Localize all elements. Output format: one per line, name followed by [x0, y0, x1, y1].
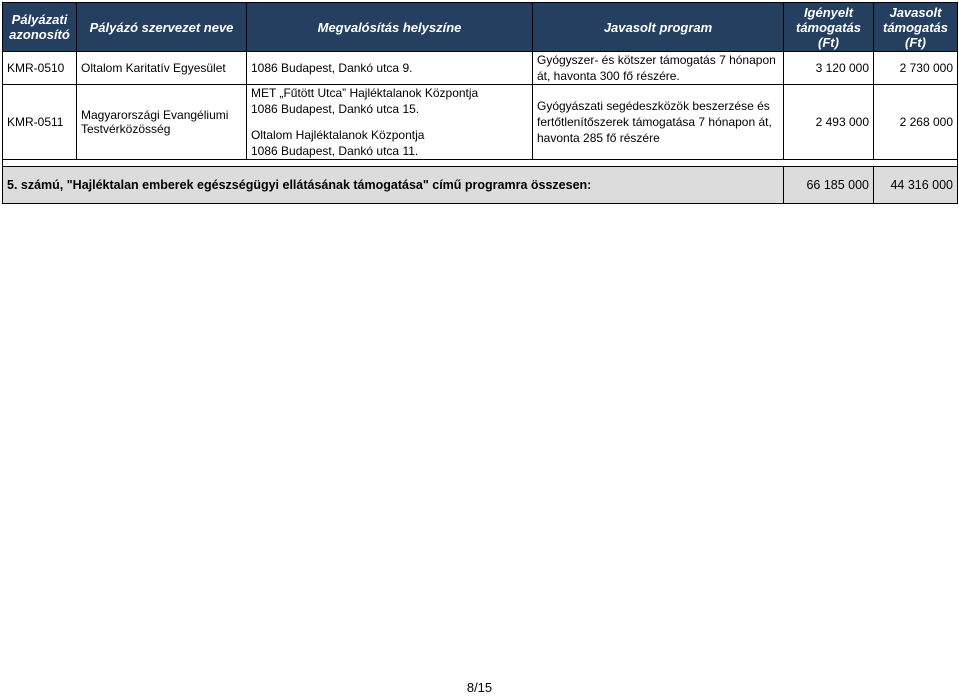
header-proposed: Javasolt támogatás (Ft)	[874, 3, 958, 52]
row-requested: 3 120 000	[784, 52, 874, 85]
grant-table	[2, 2, 958, 204]
header-requested: Igényelt támogatás (Ft)	[784, 3, 874, 52]
row-requested: 2 493 000	[784, 85, 874, 160]
table-row	[3, 52, 958, 85]
page-number: 8/15	[466, 680, 493, 695]
row-proposed: 2 268 000	[874, 85, 958, 160]
row-id: KMR-0510	[3, 52, 77, 85]
location-line: 1086 Budapest, Dankó utca 15.	[251, 102, 420, 116]
table-row	[3, 85, 958, 160]
location-gap	[251, 117, 528, 127]
total-row	[3, 167, 958, 204]
row-location	[247, 85, 533, 160]
row-program: Gyógyszer- és kötszer támogatás 7 hónapon át, havonta 300 fő részére.	[533, 52, 784, 85]
table-header-row	[3, 3, 958, 52]
header-location: Megvalósítás helyszíne	[247, 3, 533, 52]
spacer-row	[3, 160, 958, 167]
location-line: 1086 Budapest, Dankó utca 11.	[251, 144, 419, 158]
total-requested: 66 185 000	[784, 167, 874, 204]
header-org: Pályázó szervezet neve	[77, 3, 247, 52]
row-org: Oltalom Karitatív Egyesület	[77, 52, 247, 85]
row-location: 1086 Budapest, Dankó utca 9.	[247, 52, 533, 85]
header-program: Javasolt program	[533, 3, 784, 52]
row-id: KMR-0511	[3, 85, 77, 160]
total-label: 5. számú, "Hajléktalan emberek egészségügyi ellátásának támogatása" című programra összesen:	[3, 167, 784, 204]
location-line: MET „Fűtött Utca” Hajléktalanok Központja	[251, 86, 479, 100]
row-org: Magyarországi Evangéliumi Testvérközösség	[77, 85, 247, 160]
spacer-cell	[3, 160, 958, 167]
location-line: Oltalom Hajléktalanok Központja	[251, 128, 425, 142]
header-id: Pályázati azonosító	[3, 3, 77, 52]
row-program: Gyógyászati segédeszközök beszerzése és fertőtlenítőszerek támogatása 7 hónapon át, havonta 285 fő részére	[533, 85, 784, 160]
total-proposed: 44 316 000	[874, 167, 958, 204]
row-proposed: 2 730 000	[874, 52, 958, 85]
